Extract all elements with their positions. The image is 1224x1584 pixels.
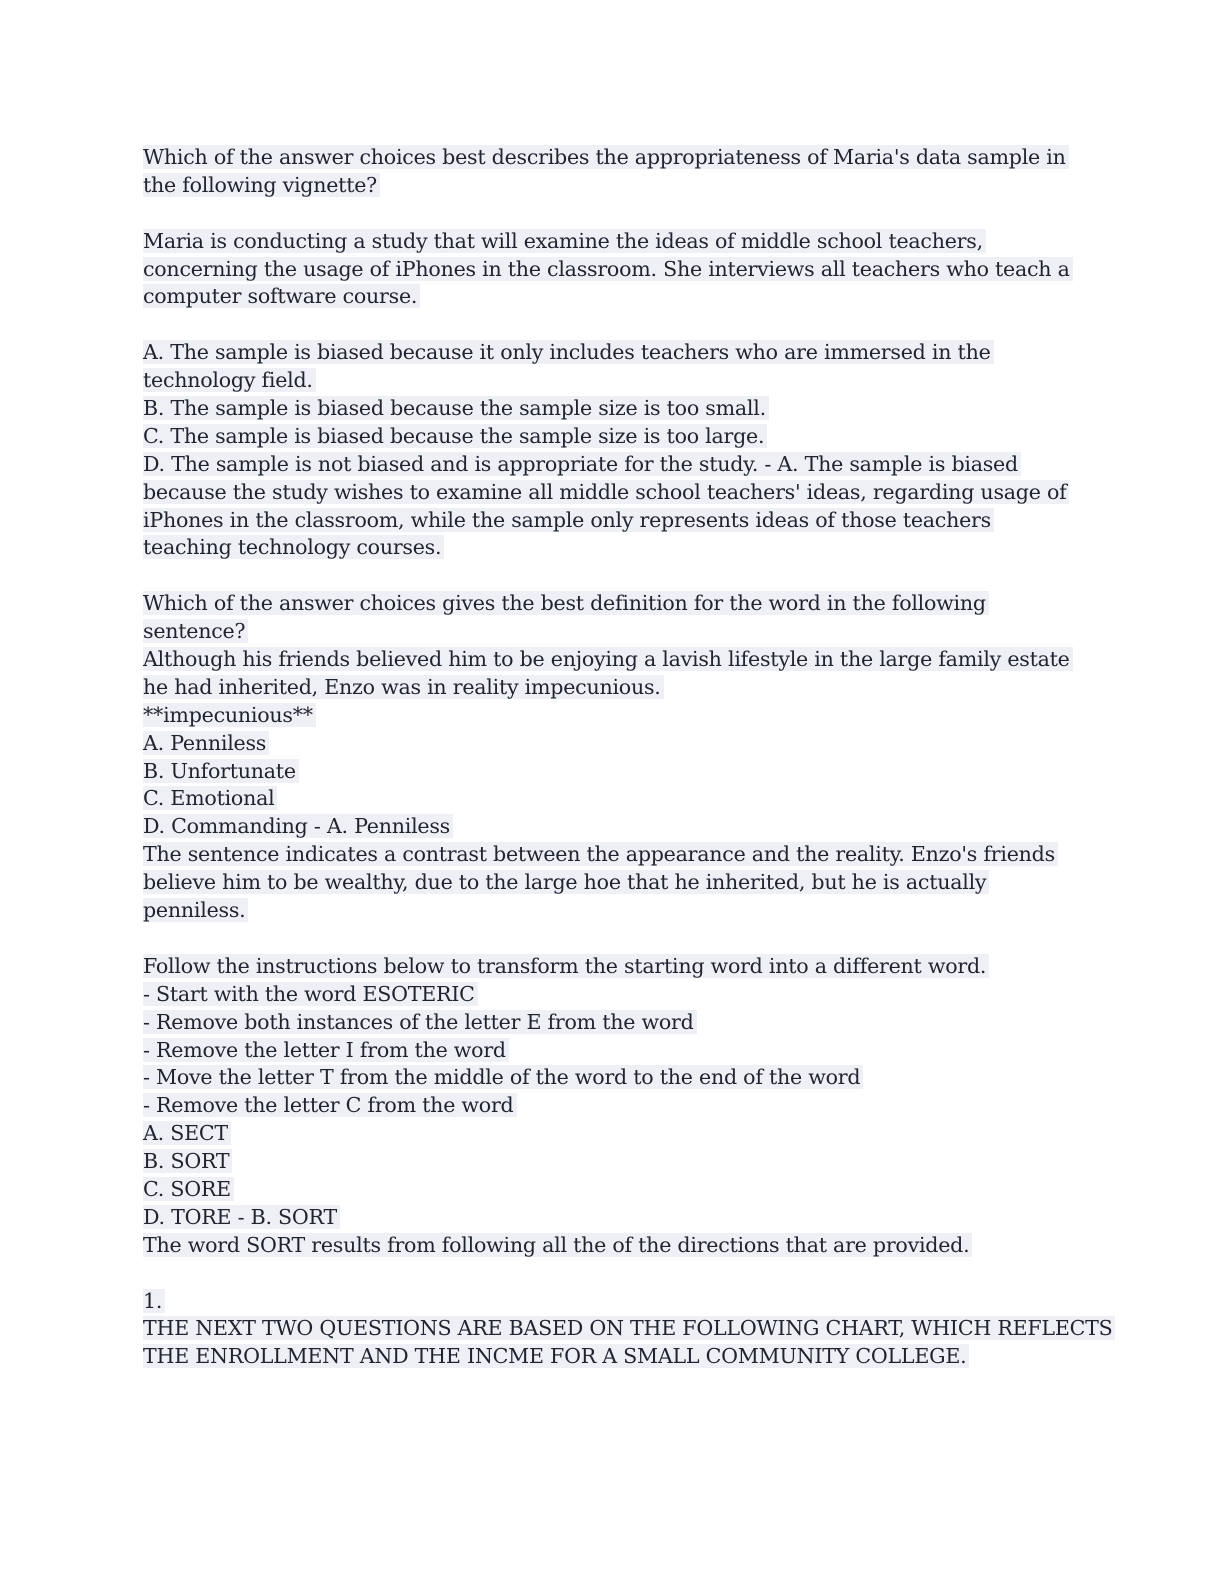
text-line: concerning the usage of iPhones in the classroom. She interviews all teachers who teach a bbox=[143, 256, 1063, 284]
text-line: The word SORT results from following all the of the directions that are provided. bbox=[143, 1232, 1063, 1260]
text-line: A. The sample is biased because it only includes teachers who are immersed in the bbox=[143, 339, 1063, 367]
text-line: teaching technology courses. bbox=[143, 534, 1063, 562]
text-line: Although his friends believed him to be enjoying a lavish lifestyle in the large family estate bbox=[143, 646, 1063, 674]
document-page bbox=[143, 144, 1113, 1371]
vignette-block bbox=[143, 228, 1070, 312]
text-line: penniless. bbox=[143, 897, 1063, 925]
text-line: **impecunious** bbox=[143, 702, 1063, 730]
text-line: believe him to be wealthy, due to the large hoe that he inherited, but he is actually bbox=[143, 869, 1063, 897]
text-line: A. Penniless bbox=[143, 730, 1063, 758]
text-line: sentence? bbox=[143, 618, 1063, 646]
text-line: Which of the answer choices gives the best definition for the word in the following bbox=[143, 590, 1063, 618]
text-line: THE ENROLLMENT AND THE INCME FOR A SMALL COMMUNITY COLLEGE. bbox=[143, 1343, 1063, 1371]
text-line: D. Commanding - A. Penniless bbox=[143, 813, 1063, 841]
text-line: because the study wishes to examine all middle school teachers' ideas, regarding usage of bbox=[143, 479, 1063, 507]
question-block bbox=[143, 953, 1063, 1260]
text-line: A. SECT bbox=[143, 1120, 1063, 1148]
text-line: C. The sample is biased because the sample size is too large. bbox=[143, 423, 1063, 451]
text-line: technology field. bbox=[143, 367, 1063, 395]
text-line: computer software course. bbox=[143, 283, 1063, 311]
text-line: Maria is conducting a study that will examine the ideas of middle school teachers, bbox=[143, 228, 1063, 256]
paragraph-gap bbox=[143, 200, 1063, 228]
text-line: - Remove the letter I from the word bbox=[143, 1037, 1063, 1065]
text-line: B. The sample is biased because the sample size is too small. bbox=[143, 395, 1063, 423]
section-heading-block bbox=[143, 1288, 1113, 1372]
text-line: Follow the instructions below to transform the starting word into a different word. bbox=[143, 953, 1063, 981]
text-line: - Move the letter T from the middle of the word to the end of the word bbox=[143, 1064, 1063, 1092]
text-line: Which of the answer choices best describes the appropriateness of Maria's data sample in bbox=[143, 144, 1063, 172]
text-line: D. TORE - B. SORT bbox=[143, 1204, 1063, 1232]
text-line: D. The sample is not biased and is appropriate for the study. - A. The sample is biased bbox=[143, 451, 1063, 479]
paragraph-gap bbox=[143, 311, 1063, 339]
text-line: The sentence indicates a contrast between the appearance and the reality. Enzo's friends bbox=[143, 841, 1063, 869]
text-line: - Remove the letter C from the word bbox=[143, 1092, 1063, 1120]
paragraph-gap bbox=[143, 562, 1063, 590]
text-line: he had inherited, Enzo was in reality impecunious. bbox=[143, 674, 1063, 702]
text-line: 1. bbox=[143, 1288, 1063, 1316]
paragraph-gap bbox=[143, 1260, 1063, 1288]
text-line: C. Emotional bbox=[143, 785, 1063, 813]
text-line: B. Unfortunate bbox=[143, 758, 1063, 786]
text-line: the following vignette? bbox=[143, 172, 1063, 200]
text-line: - Start with the word ESOTERIC bbox=[143, 981, 1063, 1009]
text-line: - Remove both instances of the letter E from the word bbox=[143, 1009, 1063, 1037]
answer-options-block bbox=[143, 339, 1067, 562]
paragraph-gap bbox=[143, 925, 1063, 953]
text-line: THE NEXT TWO QUESTIONS ARE BASED ON THE FOLLOWING CHART, WHICH REFLECTS bbox=[143, 1315, 1063, 1343]
text-line: iPhones in the classroom, while the sample only represents ideas of those teachers bbox=[143, 507, 1063, 535]
question-block bbox=[143, 144, 1066, 200]
question-block bbox=[143, 590, 1070, 925]
text-line: C. SORE bbox=[143, 1176, 1063, 1204]
text-line: B. SORT bbox=[143, 1148, 1063, 1176]
